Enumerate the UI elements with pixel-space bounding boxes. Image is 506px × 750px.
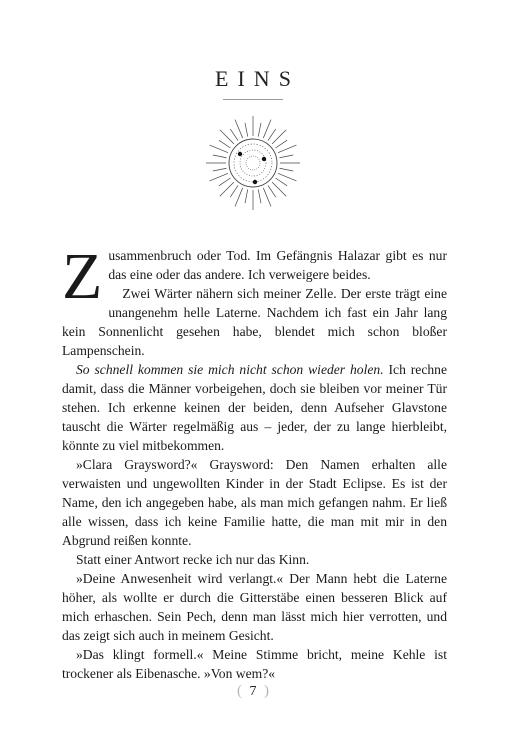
paragraph xyxy=(62,240,447,313)
italic-thought: So schnell kommen sie mich nicht schon wieder holen. xyxy=(76,362,384,377)
paragraph xyxy=(62,360,447,455)
chapter-title: EINS xyxy=(215,66,300,91)
chapter-body xyxy=(62,240,447,683)
folio-left-ornament: ( xyxy=(237,683,242,699)
paragraph-text: Ich rechne damit, dass die Männer vorbeigehen, doch sie bleiben vor meiner Tür stehen. Ich erkenne keinen der beiden, denn Aufseher Glavstone tauscht die Wärter regelmäßig aus – jeder, der zu lange hierbleibt, könnte zu viel mitbekommen. xyxy=(62,362,447,453)
paragraph: Statt einer Antwort recke ich nur das Kinn. xyxy=(76,552,310,567)
page-number-value: 7 xyxy=(249,684,257,699)
page-number xyxy=(0,683,506,700)
paragraph: Zwei Wärter nähern sich meiner Zelle. Der erste trägt eine unangenehm helle Laterne. Nachdem ich fast ein Jahr lang kein Sonnenlicht gesehen habe, blendet mich schon bloßer Lampenschein. xyxy=(62,286,447,358)
drop-cap: Z xyxy=(62,240,103,313)
folio-right-ornament: ) xyxy=(264,683,269,699)
paragraph: »Das klingt formell.« Meine Stimme bricht, meine Kehle ist trockener als Eibenasche. »Von wem?« xyxy=(62,647,447,681)
paragraph: »Clara Graysword?« Graysword: Den Namen erhalten alle verwaisten und ungewollten Kinder in der Stadt Eclipse. Es ist der Name, den ich angegeben habe, als man mich gefangen nahm. Er ließ alle wissen, dass ich keine Familie hatte, die man mit mir in den Abgrund reißen konnte. xyxy=(62,457,447,548)
paragraph: »Deine Anwesenheit wird verlangt.« Der Mann hebt die Laterne höher, als wollte er durch die Gitterstäbe einen besseren Blick auf mich erhaschen. Sein Pech, denn man lässt mich hier verrotten, und das zeigt sich auch in meinem Gesicht. xyxy=(62,571,447,643)
sun-ornament-icon xyxy=(203,113,303,213)
paragraph-text: usammenbruch oder Tod. Im Gefängnis Halazar gibt es nur das eine oder das andere. Ich verweigere beides. xyxy=(108,248,447,282)
title-divider xyxy=(223,99,283,100)
